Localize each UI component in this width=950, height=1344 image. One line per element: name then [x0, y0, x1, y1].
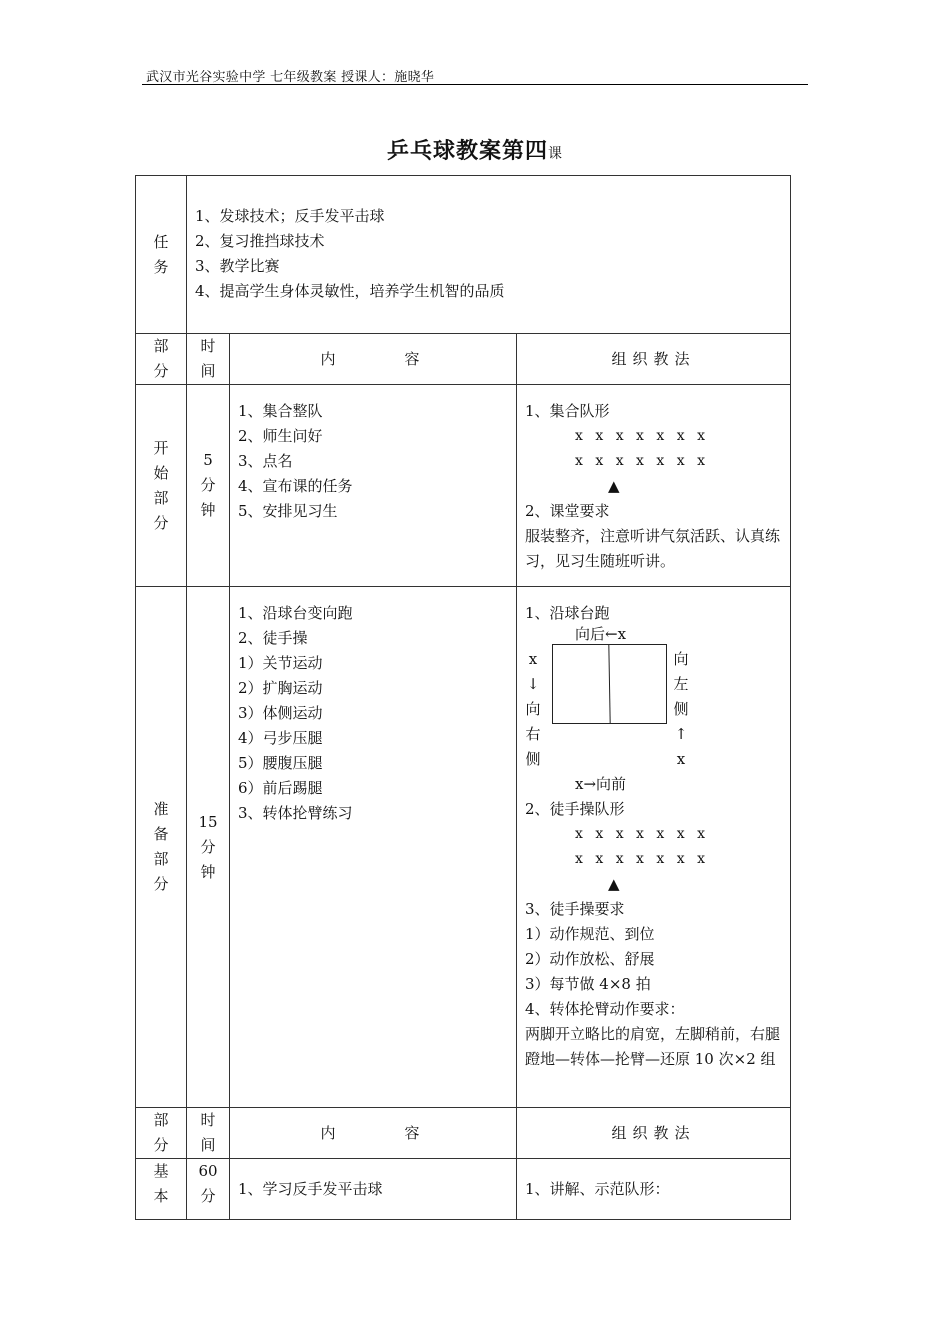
prep-time: [187, 587, 230, 1108]
list-item: 3、点名: [238, 452, 293, 470]
basic-content: 1、学习反手发平击球: [230, 1159, 517, 1220]
section-char: 本: [153, 1187, 169, 1205]
task-row: [136, 176, 791, 334]
diagram-left-label: [525, 647, 541, 772]
page-title: [0, 134, 950, 165]
formation-row: x x x x x x x: [575, 851, 709, 867]
task-label-char: 务: [153, 257, 169, 276]
table-net: [608, 645, 610, 723]
formation-row: x x x x x x x: [575, 428, 709, 444]
prep-section-row: [136, 587, 791, 1108]
basic-method: 1、讲解、示范队形：: [517, 1159, 791, 1220]
col-section-char: 部: [153, 337, 169, 355]
section-char: 部: [153, 850, 169, 868]
list-item: 2、徒手操: [238, 629, 308, 647]
col-method: 组织教法: [517, 1108, 791, 1159]
section-char: 开: [153, 438, 169, 457]
task-item: 1、发球技术；反手发平击球: [195, 207, 385, 225]
col-time-char: 间: [200, 362, 216, 380]
list-item: 5）腰腹压腿: [238, 754, 323, 772]
list-item: 2）扩胸运动: [238, 679, 323, 697]
diagram-top-label: 向后←x: [575, 625, 627, 643]
list-item: 1）关节运动: [238, 654, 323, 672]
diagram-char: 侧: [673, 700, 689, 718]
method-item: 1、沿球台跑: [525, 604, 610, 622]
diagram-char: 向: [673, 650, 689, 668]
col-time-char: 时: [200, 1111, 216, 1129]
col-method: 组织教法: [517, 334, 791, 385]
col-time-char: 时: [200, 337, 216, 355]
task-label: [136, 176, 187, 334]
start-label: [136, 385, 187, 587]
time-char: 5: [203, 451, 213, 469]
col-time: [187, 1108, 230, 1159]
column-header-row: [136, 334, 791, 385]
section-char: 基: [153, 1162, 169, 1180]
col-content: 内 容: [230, 1108, 517, 1159]
start-content: [230, 385, 517, 587]
list-item: 3）体侧运动: [238, 704, 323, 722]
list-item: 3、转体抡臂练习: [238, 804, 353, 822]
method-item: 1、集合队形: [525, 402, 610, 420]
task-content: [187, 176, 791, 334]
method-item: 2）动作放松、舒展: [525, 950, 655, 968]
section-char: 分: [153, 513, 169, 532]
title-suffix: 课: [548, 146, 563, 162]
time-char: 分: [200, 837, 216, 856]
col-time-char: 间: [200, 1136, 216, 1154]
column-header-row: [136, 1108, 791, 1159]
task-item: 3、教学比赛: [195, 257, 280, 275]
col-section: [136, 1108, 187, 1159]
diagram-char: x: [676, 750, 686, 768]
col-content: 内 容: [230, 334, 517, 385]
diagram-char: ↓: [526, 675, 540, 693]
header-text: 武汉市光谷实验中学 七年级教案 授课人：施晓华: [146, 70, 435, 85]
method-item: 2、课堂要求: [525, 502, 610, 520]
section-char: 分: [153, 875, 169, 893]
time-char: 15: [198, 812, 218, 831]
list-item: 4、宣布课的任务: [238, 477, 353, 495]
time-char: 钟: [200, 862, 216, 881]
col-section-char: 分: [153, 362, 169, 380]
method-item: 3、徒手操要求: [525, 900, 625, 918]
time-char: 分: [200, 1187, 216, 1205]
list-item: 4）弓步压腿: [238, 729, 323, 747]
prep-content: [230, 587, 517, 1108]
section-char: 始: [153, 463, 169, 482]
diagram-char: x: [528, 650, 538, 668]
task-item: 2、复习推挡球技术: [195, 232, 325, 250]
task-label-char: 任: [153, 232, 169, 251]
section-char: 准: [153, 800, 169, 818]
title-main: 乒乓球教案第四: [386, 139, 548, 164]
start-method: [517, 385, 791, 587]
col-time: [187, 334, 230, 385]
method-item: 3）每节做 4×8 拍: [525, 975, 651, 993]
teacher-marker: ▲: [608, 477, 620, 495]
task-item: 4、提高学生身体灵敏性，培养学生机智的品质: [195, 282, 505, 300]
basic-label: [136, 1159, 187, 1220]
list-item: 2、师生问好: [238, 427, 323, 445]
basic-section-row: [136, 1159, 791, 1220]
start-time: [187, 385, 230, 587]
section-char: 部: [153, 488, 169, 507]
section-char: 备: [153, 825, 169, 843]
list-item: 1、沿球台变向跑: [238, 604, 353, 622]
method-text: 两脚开立略比的肩宽，左脚稍前，右腿蹬地—转体—抡臂—还原 10 次×2 组: [525, 1025, 781, 1068]
table-court: [552, 644, 667, 724]
method-item: 1）动作规范、到位: [525, 925, 655, 943]
header-rule: [142, 84, 808, 85]
time-char: 钟: [200, 501, 216, 519]
col-section-char: 部: [153, 1111, 169, 1129]
teacher-marker: ▲: [608, 875, 620, 893]
col-section-char: 分: [153, 1136, 169, 1154]
table-run-diagram: [525, 625, 782, 793]
formation-row: x x x x x x x: [575, 826, 709, 842]
diagram-bottom-label: x→向前: [575, 775, 627, 793]
diagram-char: 向: [525, 700, 541, 718]
method-text: 服装整齐，注意听讲气氛活跃、认真练习，见习生随班听讲。: [525, 527, 781, 570]
diagram-char: 右: [525, 725, 541, 743]
formation-row: x x x x x x x: [575, 453, 709, 469]
diagram-char: 左: [673, 675, 689, 693]
prep-method: [517, 587, 791, 1108]
method-item: 4、转体抡臂动作要求：: [525, 1000, 685, 1018]
diagram-char: ↑: [674, 725, 688, 743]
lesson-plan-table: [135, 175, 791, 1220]
col-section: [136, 334, 187, 385]
time-char: 60: [198, 1162, 218, 1180]
diagram-right-label: [673, 647, 689, 772]
time-char: 分: [200, 476, 216, 494]
list-item: 6）前后踢腿: [238, 779, 323, 797]
prep-label: [136, 587, 187, 1108]
start-section-row: [136, 385, 791, 587]
diagram-char: 侧: [525, 750, 541, 768]
method-item: 2、徒手操队形: [525, 800, 625, 818]
list-item: 1、集合整队: [238, 402, 323, 420]
basic-time: [187, 1159, 230, 1220]
list-item: 5、安排见习生: [238, 502, 338, 520]
